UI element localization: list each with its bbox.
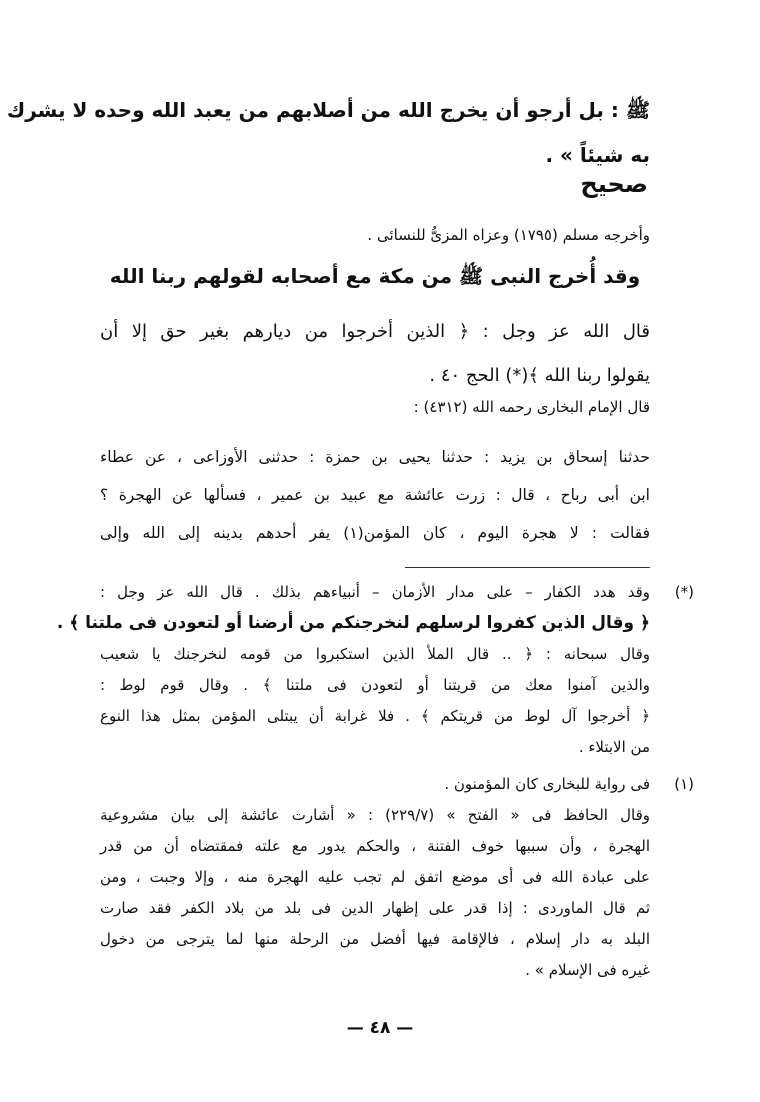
hadith-line: حدثنا إسحاق بن يزيد : حدثنا يحيى بن حمزة : حدثنى الأوزاعى ، عن عطاء <box>100 448 650 466</box>
footnote-line: على عبادة الله فى أى موضع اتفق لم تجب عليه الهجرة منه ، وإلا وجبت ، ومن <box>100 868 650 886</box>
footnote-line: ﴿ وقال الذين كفروا لرسلهم لنخرجنكم من أرضنا أو لتعودن فى ملتنا ﴾ . <box>56 613 650 633</box>
footnote-line: وقال سبحانه : ﴿ .. قال الملأ الذين استكبروا من قومه لنخرجنك يا شعيب <box>100 645 650 663</box>
footnote-line: البلد به دار إسلام ، فالإقامة فيها أفضل من الرحلة منها لما يترجى من دخول <box>100 930 650 948</box>
quran-line: يقولوا ربنا الله ﴾(*) الحج ٤٠ . <box>429 365 650 386</box>
footnote-separator <box>405 567 650 568</box>
footnote-star <box>56 577 694 763</box>
isnad-intro-line: قال الإمام البخارى رحمه الله (٤٣١٢) : <box>413 398 650 416</box>
takhrij-note <box>100 226 650 244</box>
footnote-1 <box>100 769 694 986</box>
footnote-line: ثم قال الماوردى : إذا قدر على إظهار الدين فى بلد من بلاد الكفر فقد صارت <box>100 899 650 917</box>
hadith-line: ابن أبى رباح ، قال : زرت عائشة مع عبيد بن عمير ، فسألها عن الهجرة ؟ <box>100 486 650 504</box>
footnotes <box>56 577 694 986</box>
footnote-line: الهجرة ، وأن سببها خوف الفتنة ، والحكم يدور مع علته فمقتضاه أن من قدر <box>100 837 650 855</box>
hadith-line: فقالت : لا هجرة اليوم ، كان المؤمن(١) يفر أحدهم بدينه إلى الله وإلى <box>100 524 650 542</box>
intro-paragraph <box>6 88 650 178</box>
footnote-line: وقد هدد الكفار – على مدار الأزمان – أنبياءهم بذلك . قال الله عز وجل : <box>100 583 650 601</box>
footnote-line: غيره فى الإسلام » . <box>525 961 650 979</box>
footnote-line: وقال الحافظ فى « الفتح » (٢٢٩/٧) : « أشارت عائشة إلى بيان مشروعية <box>100 806 651 824</box>
footnote-line: والذين آمنوا معك من قريتنا أو لتعودن فى ملتنا ﴾ . وقال قوم لوط : <box>100 676 650 694</box>
intro-line: به شيئاً » . <box>545 143 650 167</box>
intro-line: ﷺ : بل أرجو أن يخرج الله من أصلابهم من يعبد الله وحده لا يشرك <box>6 98 650 122</box>
takhrij-line: وأخرجه مسلم (١٧٩٥) وعزاه المزىُّ للنسائى . <box>367 226 650 244</box>
footnote-line: من الابتلاء . <box>578 738 650 756</box>
footnote-marker: (١) <box>674 775 694 793</box>
hadith-text <box>100 438 650 552</box>
page-number: — ٤٨ — <box>346 1018 414 1038</box>
quran-line: قال الله عز وجل : ﴿ الذين أخرجوا من ديارهم بغير حق إلا أن <box>100 321 650 342</box>
footnote-marker: (*) <box>674 583 694 601</box>
grading-heading: صحيح <box>580 170 648 198</box>
footnote-line: فى رواية للبخارى كان المؤمنون . <box>444 775 650 793</box>
chapter-heading: وقد أُخرج النبى ﷺ من مكة مع أصحابه لقولهم ربنا الله <box>109 264 641 288</box>
isnad-intro <box>100 398 650 416</box>
footnote-line: ﴿ أخرجوا آل لوط من قريتكم ﴾ . فلا غرابة أن يبتلى المؤمن بمثل هذا النوع <box>100 707 650 725</box>
quran-citation <box>100 310 650 398</box>
